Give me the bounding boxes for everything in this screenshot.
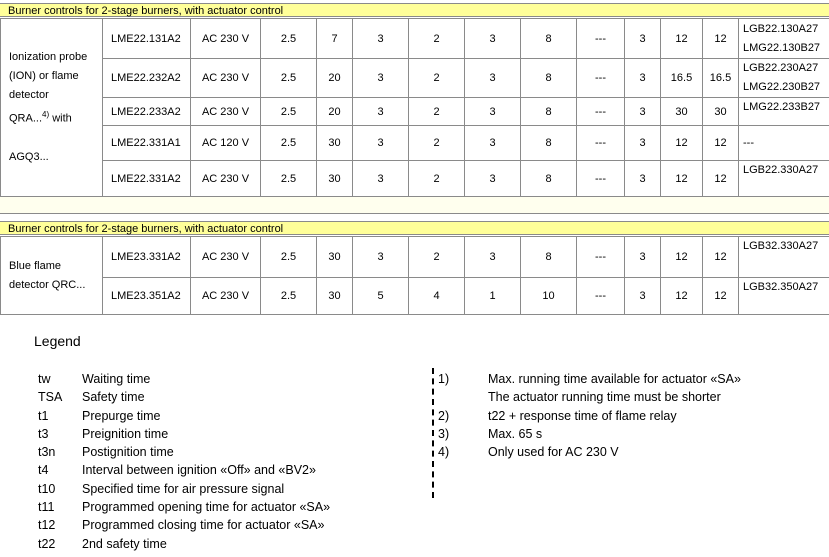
- value-cell: 3: [625, 161, 661, 197]
- label-line: Blue flame: [9, 259, 61, 272]
- value-cell: 8: [521, 161, 577, 197]
- value-cell: 2: [409, 126, 465, 161]
- legend-key: t4: [38, 463, 49, 478]
- value-cell: 12: [703, 278, 739, 315]
- value-cell: 8: [521, 237, 577, 278]
- value-cell: 7: [317, 19, 353, 59]
- legend-text: 2nd safety time: [82, 536, 167, 551]
- value-cell: 3: [465, 237, 521, 278]
- legend-item: [38, 370, 330, 388]
- legend-item: [38, 480, 330, 498]
- legend-text: Programmed closing time for actuator «SA»: [82, 518, 325, 533]
- voltage-cell: AC 230 V: [191, 59, 261, 98]
- value-cell: 20: [317, 98, 353, 126]
- value-cell: 1: [465, 278, 521, 315]
- voltage-cell: AC 230 V: [191, 19, 261, 59]
- value-cell: 2: [409, 59, 465, 98]
- legend-key: t12: [38, 518, 56, 533]
- notes-list: [438, 370, 741, 461]
- table-row: [1, 237, 829, 278]
- value-cell: 8: [521, 98, 577, 126]
- note-key: 2): [438, 408, 450, 423]
- value-cell: 30: [317, 126, 353, 161]
- replacement-type-cell: [739, 19, 829, 59]
- value-cell: ---: [577, 19, 625, 59]
- value-cell: ---: [577, 126, 625, 161]
- value-cell: 12: [661, 278, 703, 315]
- note-item: [438, 388, 741, 406]
- legend-key: TSA: [38, 390, 63, 405]
- replacement-type-cell: [739, 278, 829, 315]
- legend-text: Prepurge time: [82, 408, 161, 423]
- legend-text: Programmed opening time for actuator «SA»: [82, 500, 331, 515]
- value-cell: 2: [409, 19, 465, 59]
- replacement-type-cell: [739, 161, 829, 197]
- value-cell: 8: [521, 59, 577, 98]
- replacement-type: LGB32.330A27: [743, 240, 819, 252]
- model-cell: LME22.233A2: [103, 98, 191, 126]
- value-cell: ---: [577, 278, 625, 315]
- replacement-type: LMG22.230B27: [743, 81, 821, 93]
- replacement-type: LGB22.330A27: [743, 164, 819, 176]
- note-key: [438, 388, 488, 406]
- burner-type-label: [1, 237, 103, 315]
- value-cell: 16.5: [703, 59, 739, 98]
- value-cell: ---: [577, 59, 625, 98]
- label-line: Ionization probe: [9, 51, 88, 64]
- table-row: [1, 98, 829, 126]
- value-cell: 3: [625, 237, 661, 278]
- value-cell: 12: [703, 126, 739, 161]
- value-cell: 2.5: [261, 98, 317, 126]
- voltage-cell: AC 230 V: [191, 98, 261, 126]
- value-cell: ---: [577, 161, 625, 197]
- label-line: with: [49, 112, 72, 125]
- value-cell: ---: [577, 237, 625, 278]
- value-cell: 3: [353, 237, 409, 278]
- value-cell: 3: [465, 98, 521, 126]
- note-text: The actuator running time must be shorter: [488, 390, 721, 405]
- table-row: [1, 126, 829, 161]
- legend-key: t3n: [38, 445, 56, 460]
- note-key: 3): [438, 426, 450, 441]
- replacement-type-cell: [739, 98, 829, 126]
- replacement-type: LGB22.230A27: [743, 62, 819, 74]
- value-cell: 3: [625, 19, 661, 59]
- value-cell: 3: [353, 59, 409, 98]
- legend-item: [38, 498, 330, 516]
- section2-header: Burner controls for 2-stage burners, with actuator control: [0, 221, 829, 235]
- value-cell: 3: [465, 161, 521, 197]
- replacement-type-cell: [739, 237, 829, 278]
- legend-key: tw: [38, 372, 51, 386]
- voltage-cell: AC 230 V: [191, 161, 261, 197]
- note-item: [438, 425, 741, 443]
- legend-item: [38, 516, 330, 534]
- value-cell: 10: [521, 278, 577, 315]
- value-cell: 12: [661, 19, 703, 59]
- value-cell: 30: [317, 161, 353, 197]
- value-cell: 30: [703, 98, 739, 126]
- value-cell: 12: [661, 237, 703, 278]
- value-cell: 2.5: [261, 278, 317, 315]
- legend-text: Specified time for air pressure signal: [82, 481, 285, 496]
- legend-item: [38, 443, 330, 461]
- value-cell: 12: [703, 161, 739, 197]
- label-line: (ION) or flame: [9, 70, 79, 83]
- value-cell: 3: [625, 278, 661, 315]
- note-text: Max. 65 s: [488, 426, 543, 441]
- value-cell: 3: [465, 19, 521, 59]
- label-line: detector QRC...: [9, 278, 86, 291]
- note-text: Max. running time available for actuator «SA»: [488, 372, 741, 386]
- note-item: [438, 443, 741, 461]
- legend-key: t1: [38, 408, 49, 423]
- label-line: detector: [9, 89, 49, 102]
- value-cell: 3: [465, 126, 521, 161]
- legend-list: [38, 370, 330, 553]
- value-cell: 30: [317, 278, 353, 315]
- replacement-type: ---: [743, 136, 754, 149]
- voltage-cell: AC 230 V: [191, 237, 261, 278]
- model-cell: LME22.131A2: [103, 19, 191, 59]
- value-cell: 2.5: [261, 126, 317, 161]
- value-cell: ---: [577, 98, 625, 126]
- note-text: t22 + response time of flame relay: [488, 408, 677, 423]
- legend-item: [38, 461, 330, 479]
- value-cell: 3: [353, 161, 409, 197]
- value-cell: 8: [521, 126, 577, 161]
- value-cell: 3: [353, 19, 409, 59]
- legend-key: t11: [38, 500, 55, 515]
- value-cell: 2.5: [261, 161, 317, 197]
- replacement-type-cell: [739, 59, 829, 98]
- value-cell: 2.5: [261, 237, 317, 278]
- legend-key: t3: [38, 426, 49, 441]
- model-cell: LME22.331A2: [103, 161, 191, 197]
- value-cell: 16.5: [661, 59, 703, 98]
- value-cell: 3: [625, 59, 661, 98]
- value-cell: 3: [465, 59, 521, 98]
- value-cell: 3: [353, 126, 409, 161]
- value-cell: 30: [317, 237, 353, 278]
- value-cell: 2.5: [261, 59, 317, 98]
- replacement-type: LGB32.350A27: [743, 281, 819, 293]
- table-row: [1, 278, 829, 315]
- value-cell: 12: [661, 126, 703, 161]
- value-cell: 2.5: [261, 19, 317, 59]
- note-item: [438, 407, 741, 425]
- legend-item: [38, 407, 330, 425]
- footnote-ref: 4): [42, 110, 50, 120]
- replacement-type: LMG22.130B27: [743, 41, 821, 54]
- value-cell: 3: [625, 98, 661, 126]
- value-cell: 2: [409, 161, 465, 197]
- legend-text: Postignition time: [82, 445, 174, 460]
- note-key: 4): [438, 445, 450, 460]
- legend-text: Waiting time: [82, 372, 151, 386]
- value-cell: 2: [409, 98, 465, 126]
- value-cell: 12: [703, 237, 739, 278]
- model-cell: LME22.331A1: [103, 126, 191, 161]
- section1-table: [0, 18, 829, 197]
- value-cell: 4: [409, 278, 465, 315]
- table-row: [1, 19, 829, 59]
- legend-text: Preignition time: [82, 426, 169, 441]
- legend-text: Safety time: [82, 390, 145, 405]
- table-row: [1, 59, 829, 98]
- legend-text: Interval between ignition «Off» and «BV2»: [82, 463, 316, 478]
- table-row: [1, 161, 829, 197]
- model-cell: LME22.232A2: [103, 59, 191, 98]
- burner-type-label: [1, 19, 103, 197]
- note-item: [438, 370, 741, 388]
- value-cell: 20: [317, 59, 353, 98]
- voltage-cell: AC 120 V: [191, 126, 261, 161]
- section-separator: [0, 196, 829, 214]
- value-cell: 2: [409, 237, 465, 278]
- replacement-type-cell: [739, 126, 829, 161]
- legend-key: t22: [38, 536, 56, 551]
- value-cell: 3: [625, 126, 661, 161]
- legend-divider: [432, 368, 434, 498]
- model-cell: LME23.331A2: [103, 237, 191, 278]
- model-cell: LME23.351A2: [103, 278, 191, 315]
- value-cell: 3: [353, 98, 409, 126]
- legend-item: [38, 388, 330, 406]
- section2-table: [0, 236, 829, 315]
- replacement-type: LGB22.130A27: [743, 22, 819, 35]
- voltage-cell: AC 230 V: [191, 278, 261, 315]
- section1-header: Burner controls for 2-stage burners, with actuator control: [0, 3, 829, 17]
- value-cell: 12: [661, 161, 703, 197]
- legend-title: Legend: [34, 333, 81, 349]
- legend-key: t10: [38, 481, 56, 496]
- label-line: QRA...: [9, 112, 43, 125]
- legend-item: [38, 425, 330, 443]
- label-line: AGQ3...: [9, 150, 49, 163]
- value-cell: 12: [703, 19, 739, 59]
- value-cell: 30: [661, 98, 703, 126]
- replacement-type: LMG22.233B27: [743, 101, 821, 113]
- value-cell: 5: [353, 278, 409, 315]
- value-cell: 8: [521, 19, 577, 59]
- legend-item: [38, 535, 330, 553]
- note-key: 1): [438, 372, 450, 386]
- note-text: Only used for AC 230 V: [488, 445, 619, 460]
